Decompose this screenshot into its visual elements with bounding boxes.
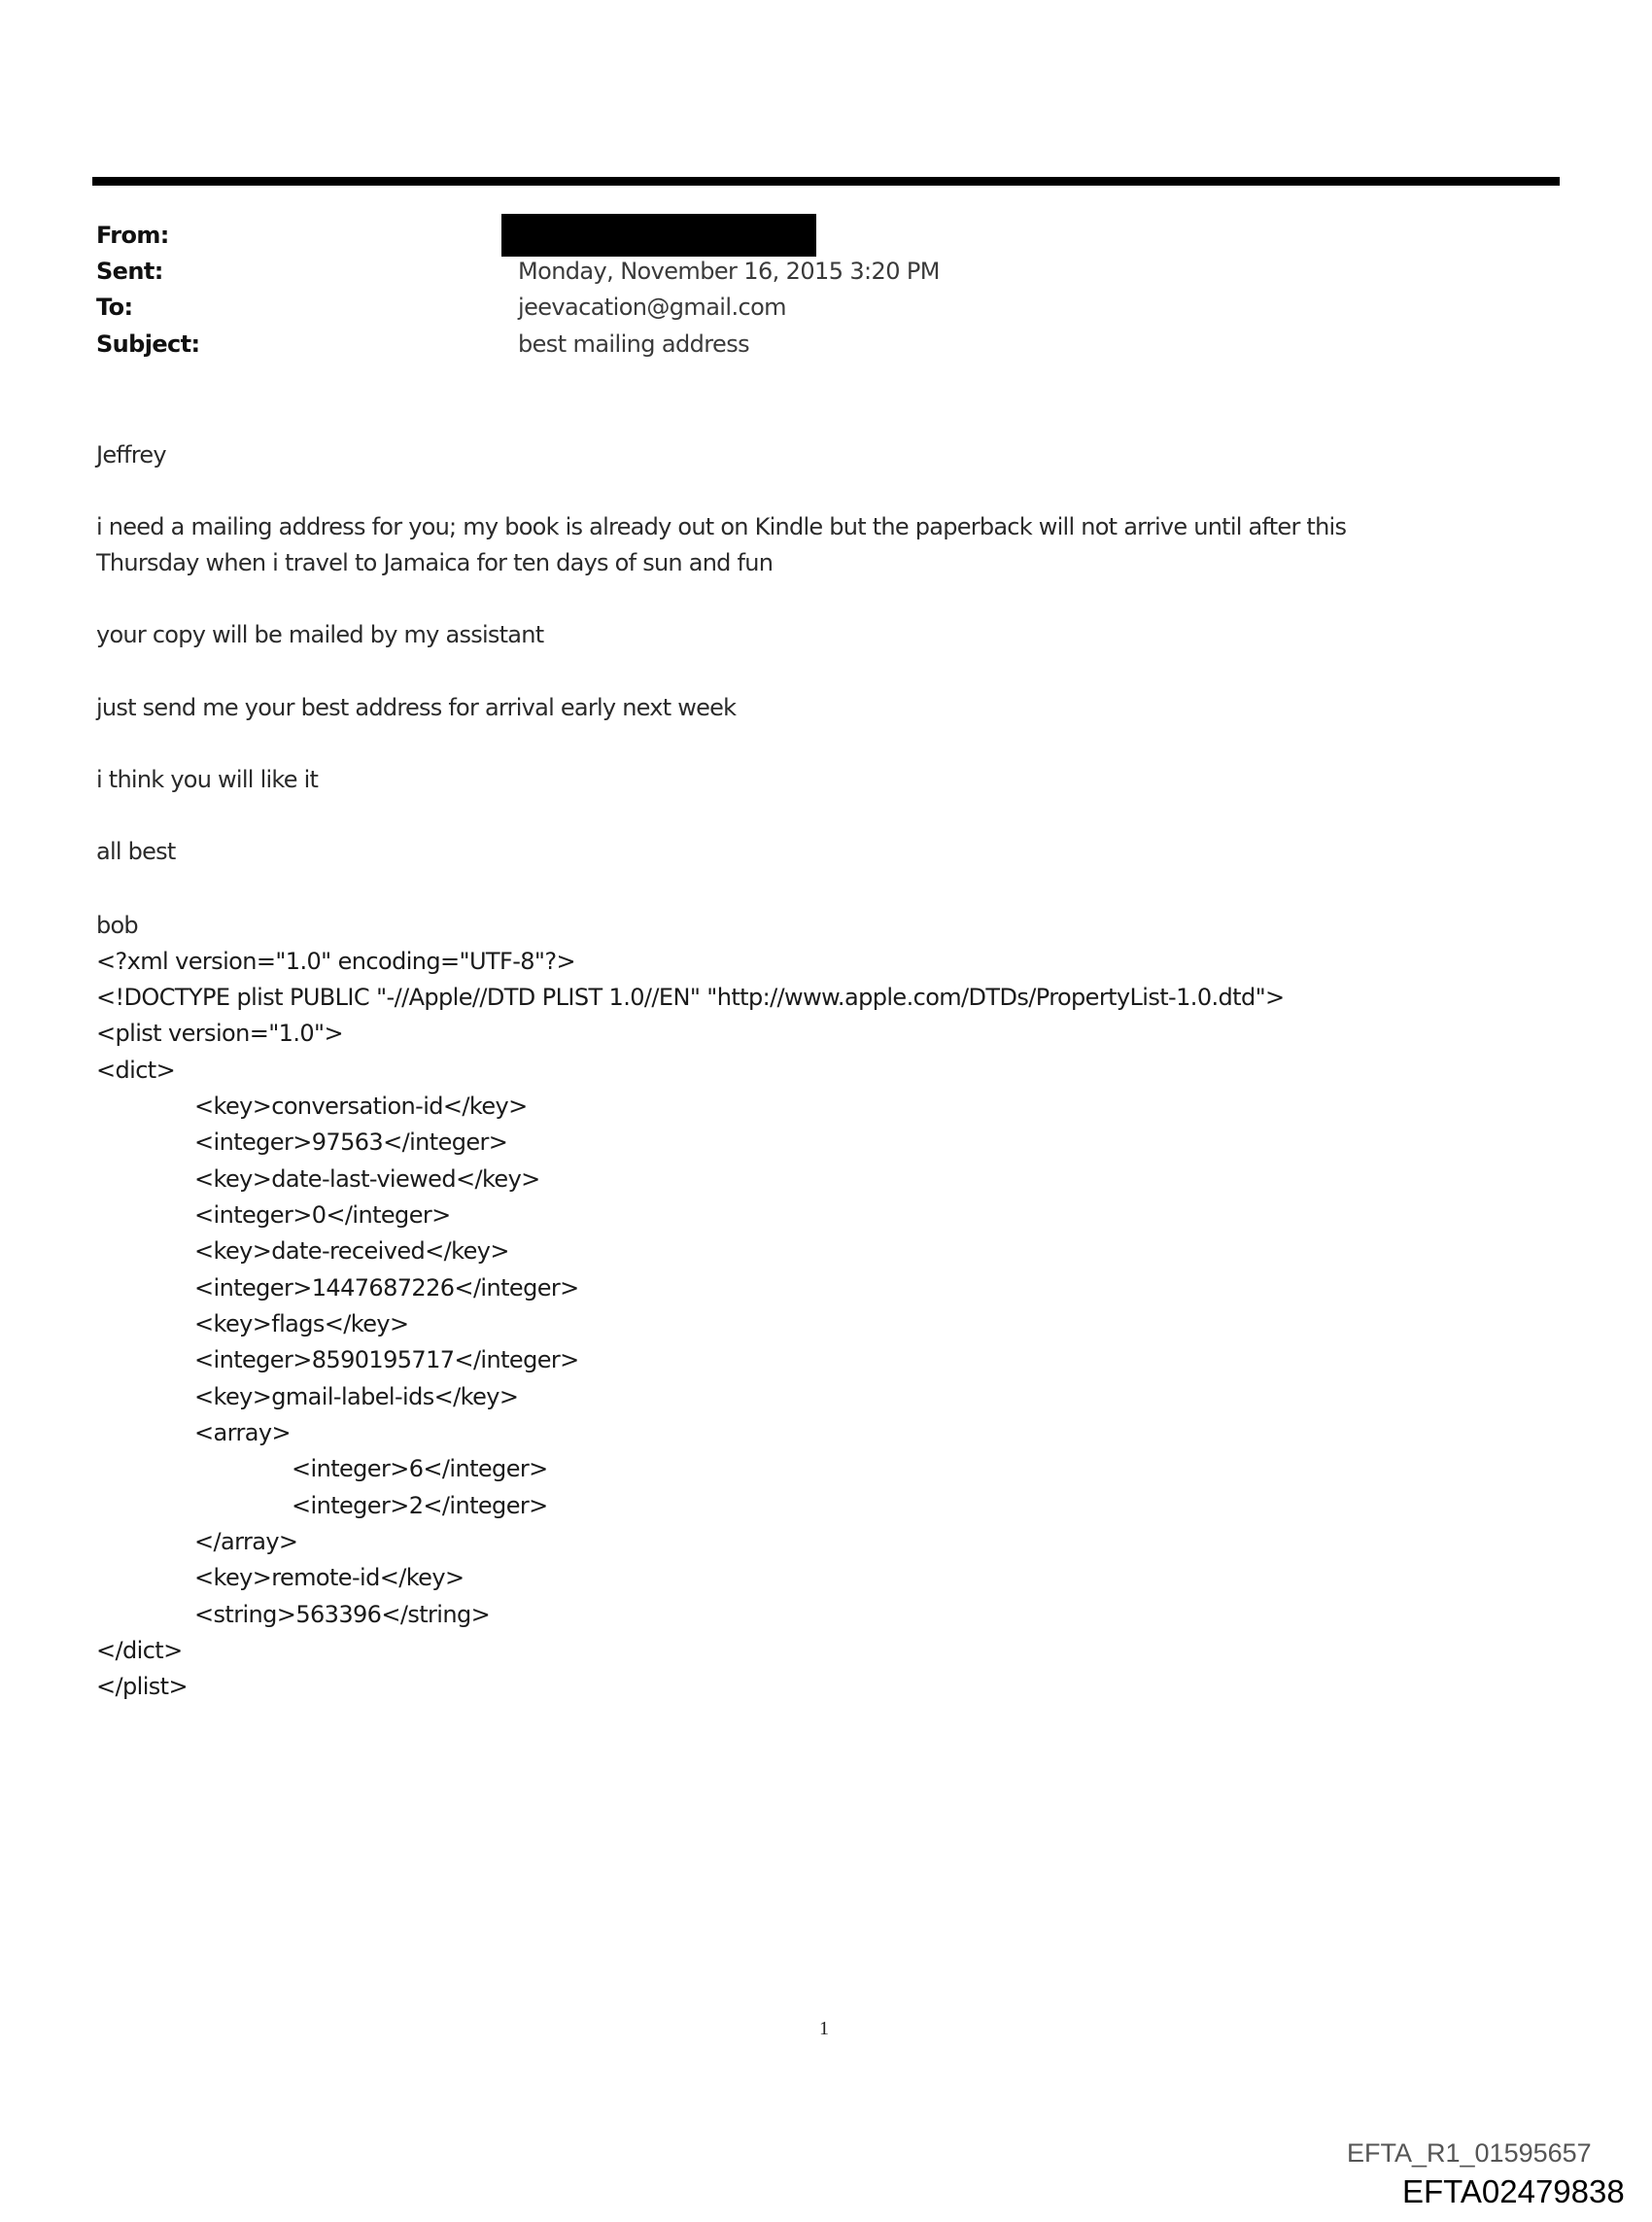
xml-line: <key>conversation-id</key> [194, 1093, 528, 1120]
xml-plist-open-line: <plist version="1.0"> [96, 1020, 343, 1047]
xml-line: </array> [194, 1528, 298, 1555]
closing: all best [96, 838, 176, 865]
greeting: Jeffrey [96, 441, 166, 469]
subject-value: best mailing address [518, 330, 749, 358]
header-divider-rule [92, 177, 1560, 186]
xml-dict-close-line: </dict> [96, 1637, 183, 1664]
xml-line: <key>date-received</key> [194, 1237, 509, 1265]
xml-line: <integer>97563</integer> [194, 1128, 508, 1156]
xml-line: <integer>0</integer> [194, 1201, 451, 1229]
xml-declaration-line: <?xml version="1.0" encoding="UTF-8"?> [96, 948, 576, 975]
xml-line: <integer>8590195717</integer> [194, 1346, 579, 1373]
xml-line: <integer>2</integer> [292, 1492, 548, 1519]
from-label: From: [96, 222, 169, 249]
signature: bob [96, 912, 138, 939]
xml-plist-close-line: </plist> [96, 1673, 188, 1700]
xml-line: <key>flags</key> [194, 1310, 409, 1337]
xml-dict-open-line: <dict> [96, 1057, 176, 1084]
page-number: 1 [819, 2018, 829, 2039]
xml-line: <integer>6</integer> [292, 1455, 548, 1482]
sent-label: Sent: [96, 258, 163, 285]
body-paragraph-2: your copy will be mailed by my assistant [96, 621, 544, 648]
body-paragraph-3: just send me your best address for arrival early next week [96, 694, 737, 721]
body-paragraph-1-line-1: i need a mailing address for you; my book is already out on Kindle but the paperback will not arrive until after this [96, 513, 1347, 540]
sent-value: Monday, November 16, 2015 3:20 PM [518, 258, 940, 285]
xml-line: <key>date-last-viewed</key> [194, 1165, 540, 1193]
body-paragraph-1-line-2: Thursday when i travel to Jamaica for ten days of sun and fun [96, 549, 774, 576]
to-label: To: [96, 294, 133, 321]
bates-stamp: EFTA02479838 [1402, 2173, 1625, 2209]
bates-stamp-internal: EFTA_R1_01595657 [1347, 2138, 1592, 2168]
xml-line: <string>563396</string> [194, 1601, 491, 1628]
xml-line: <array> [194, 1419, 291, 1446]
xml-line: <key>gmail-label-ids</key> [194, 1383, 519, 1410]
from-value-redaction [501, 214, 816, 257]
body-paragraph-4: i think you will like it [96, 766, 319, 793]
xml-doctype-line: <!DOCTYPE plist PUBLIC "-//Apple//DTD PLIST 1.0//EN" "http://www.apple.com/DTDs/PropertyList-1.0.dtd"> [96, 984, 1285, 1011]
xml-line: <integer>1447687226</integer> [194, 1274, 579, 1302]
to-value: jeevacation@gmail.com [518, 294, 786, 321]
subject-label: Subject: [96, 330, 200, 358]
xml-line: <key>remote-id</key> [194, 1564, 465, 1591]
